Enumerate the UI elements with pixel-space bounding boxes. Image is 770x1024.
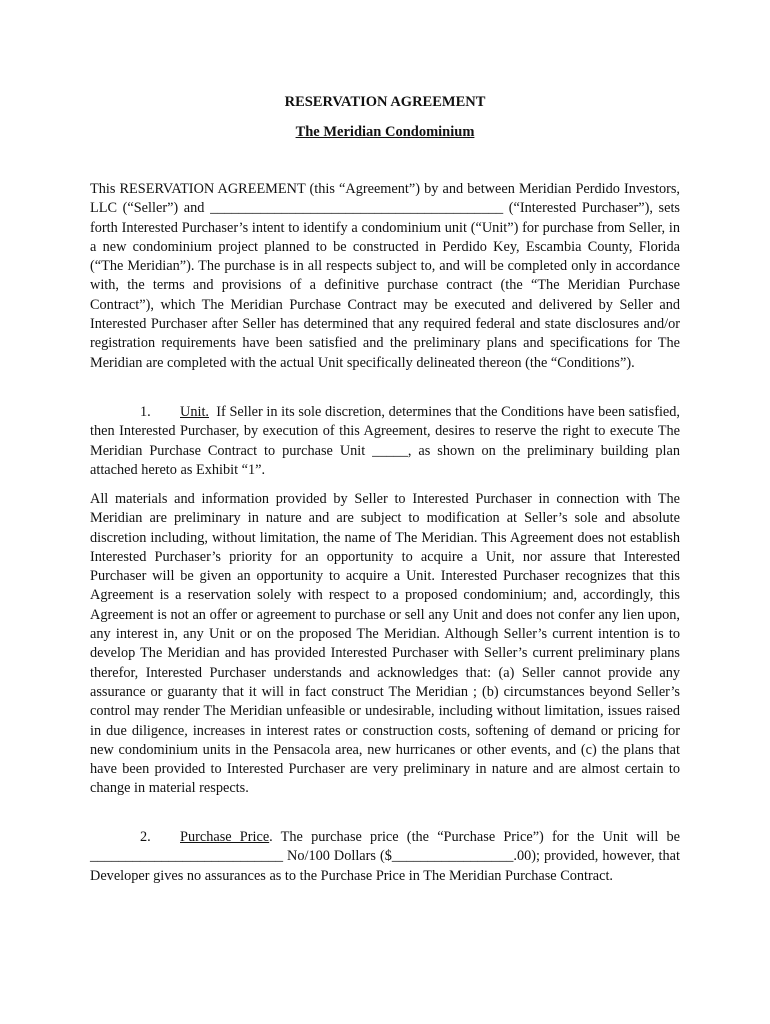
section-1-text: If Seller in its sole discretion, determines that the Conditions have been satisfied, then Interested Purchaser, by execution of this Agreement, desires to reserve the right to execute The Meridian Purchase Contract to purchase Unit _____, as shown on the preliminary building plan attached hereto as Exhibit “1”. bbox=[90, 404, 680, 478]
section-1-indent bbox=[90, 403, 180, 422]
section-2-text: . The purchase price (the “Purchase Price”) for the Unit will be ___________________________ No/100 Dollars ($_________________.00); provided, however, that Developer gives no assurances as to the Purchase Price in The Meridian Purchase Contract. bbox=[90, 829, 680, 884]
document-subtitle: The Meridian Condominium bbox=[295, 124, 475, 140]
section-2-indent bbox=[90, 828, 180, 847]
intro-paragraph: This RESERVATION AGREEMENT (this “Agreement”) by and between Meridian Perdido Investors, LLC (“Seller”) and _________________________________________ (“Interested Purchaser”), sets forth Interested Purchaser’s intent to identify a condominium unit (“Unit”) for purchase from Seller, in a new condominium project planned to be constructed in Perdido Key, Escambia County, Florida (“The Meridian”). The purchase is in all respects subject to, and will be completed only in accordance with, the terms and provisions of a definitive purchase contract (the “The Meridian Purchase Contract”), which The Meridian Purchase Contract may be executed and delivered by Seller and Interested Purchaser after Seller has determined that any required federal and state disclosures and/or registration requirements have been satisfied and the preliminary plans and specifications for The Meridian are completed with the actual Unit specifically delineated thereon (the “Conditions”). bbox=[90, 181, 680, 371]
section-2-purchase-price bbox=[90, 828, 680, 886]
section-2-number: 2. bbox=[140, 829, 151, 845]
section-1-number: 1. bbox=[140, 404, 151, 420]
document-title: RESERVATION AGREEMENT bbox=[284, 94, 486, 110]
section-1-heading: Unit. bbox=[180, 404, 209, 420]
section-1-unit bbox=[90, 403, 680, 480]
materials-paragraph: All materials and information provided by Seller to Interested Purchaser in connection with The Meridian are preliminary in nature and are subject to modification at Seller’s sole and absolute discretion including, without limitation, the name of The Meridian. This Agreement does not establish Interested Purchaser’s priority for an opportunity to acquire a Unit, nor assure that Interested Purchaser will be given an opportunity to acquire a Unit. Interested Purchaser recognizes that this Agreement is a reservation solely with respect to a proposed condominium; and, accordingly, this Agreement is not an offer or agreement to purchase or sell any Unit and does not confer any lien upon, any interest in, any Unit or on the proposed The Meridian. Although Seller’s current intention is to develop The Meridian and has provided Interested Purchaser with Seller’s current preliminary plans therefor, Interested Purchaser understands and acknowledges that: (a) Seller cannot provide any assurance or guaranty that it will in fact construct The Meridian ; (b) circumstances beyond Seller’s control may render The Meridian unfeasible or undesirable, including without limitation, issues raised in due diligence, increases in interest rates or construction costs, softening of demand or pricing for new condominium units in the Pensacola area, new hurricanes or other events, and (c) the plans that have been provided to Interested Purchaser are very preliminary in nature and are almost certain to change in material respects. bbox=[90, 491, 680, 797]
section-2-heading: Purchase Price bbox=[180, 829, 270, 845]
